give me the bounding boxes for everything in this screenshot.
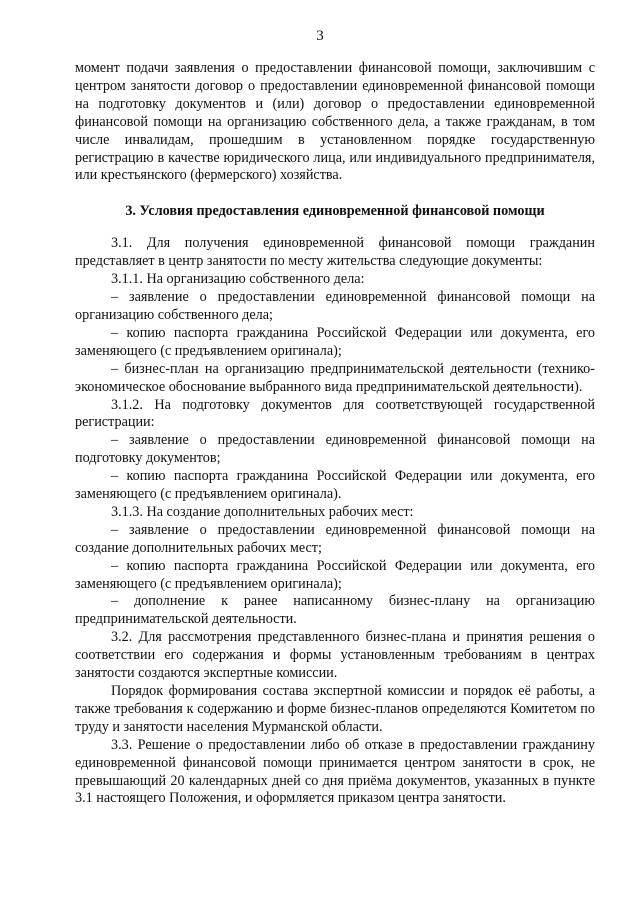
list-item: – заявление о предоставлении единовременной финансовой помощи на создание дополнительных рабочих мест;: [75, 521, 595, 556]
list-item: – копию паспорта гражданина Российской Федерации или документа, его заменяющего (с предъявлением оригинала);: [75, 557, 595, 592]
paragraph-3-1-1: 3.1.1. На организацию собственного дела:: [111, 271, 365, 288]
list-item: – дополнение к ранее написанному бизнес-плану на организацию предпринимательской деятельности.: [75, 593, 595, 628]
section-heading: 3. Условия предоставления единовременной финансовой помощи: [125, 203, 545, 220]
list-item: – заявление о предоставлении единовременной финансовой помощи на подготовку документов;: [75, 432, 595, 467]
list-item: – копию паспорта гражданина Российской Федерации или документа, его заменяющего (с предъявлением оригинала).: [75, 468, 595, 503]
paragraph-3-3: 3.3. Решение о предоставлении либо об отказе в предоставлении гражданину единовременной финансовой помощи принимается центром занятости в срок, не превышающий 20 календарных дней со дня приёма документов, указанных в пункте 3.1 настоящего Положения, и оформляется приказом центра занятости.: [75, 736, 595, 807]
paragraph-3-1-2: 3.1.2. На подготовку документов для соответствующей государственной регистрации:: [75, 396, 595, 431]
paragraph-3-2: 3.2. Для рассмотрения представленного бизнес-плана и принятия решения о соответствии его содержания и формы установленным требованиям в центрах занятости создаются экспертные комиссии.: [75, 629, 595, 682]
paragraph-3-1: 3.1. Для получения единовременной финансовой помощи гражданин представляет в центр занятости по месту жительства следующие документы:: [75, 235, 595, 270]
list-item: – заявление о предоставлении единовременной финансовой помощи на организацию собственного дела;: [75, 289, 595, 323]
paragraph-3-1-3: 3.1.3. На создание дополнительных рабочих мест:: [111, 503, 414, 520]
document-body: [75, 60, 595, 808]
intro-paragraph: момент подачи заявления о предоставлении финансовой помощи, заключившим с центром занятости договор о предоставлении единовременной финансовой помощи на подготовку документов и (или) договор о предоставлении единовременной финансовой помощи на организацию собственного дела, а также гражданам, в том числе инвалидам, прошедшим в установленном порядке государственную регистрацию в качестве юридического лица, или индивидуального предпринимателя, или крестьянского (фермерского) хозяйства.: [75, 60, 595, 184]
page-number: 3: [316, 28, 324, 44]
list-item: – бизнес-план на организацию предпринимательской деятельности (технико-экономическое обоснование выбранного вида предпринимательской деятельности).: [75, 360, 595, 395]
paragraph-commission-order: Порядок формирования состава экспертной комиссии и порядок её работы, а также требования к содержанию и форме бизнес-планов определяются Комитетом по труду и занятости населения Мурманской области.: [75, 683, 595, 735]
list-item: – копию паспорта гражданина Российской Федерации или документа, его заменяющего (с предъявлением оригинала);: [75, 324, 595, 359]
